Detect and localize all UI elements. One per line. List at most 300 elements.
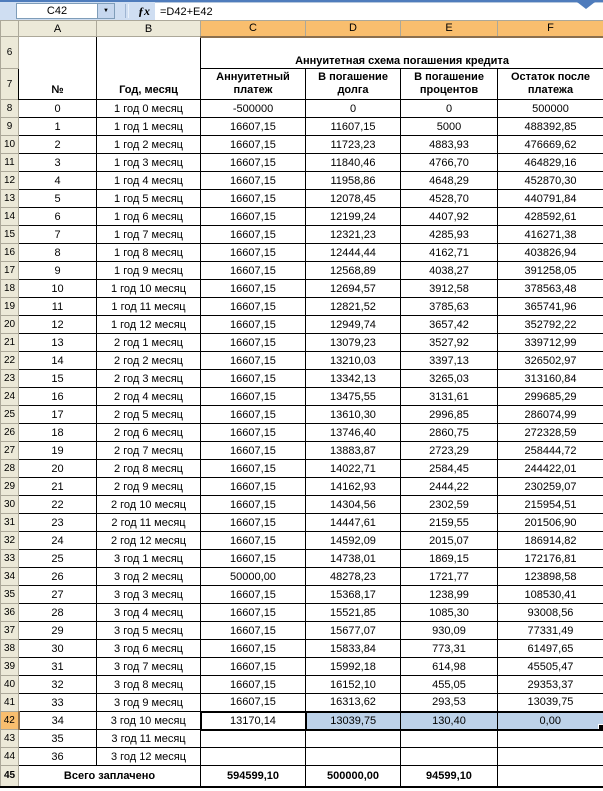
total-balance-cell[interactable] — [498, 766, 603, 787]
cell-period[interactable]: 2 год 10 месяц — [97, 496, 201, 514]
cell-annuity[interactable]: 16607,15 — [201, 280, 306, 298]
cell-balance[interactable]: 45505,47 — [498, 658, 603, 676]
cell-num[interactable]: 5 — [19, 190, 97, 208]
cell-balance[interactable]: 93008,56 — [498, 604, 603, 622]
cell-annuity[interactable]: 16607,15 — [201, 658, 306, 676]
cell-balance[interactable]: 365741,96 — [498, 298, 603, 316]
cell-num[interactable]: 29 — [19, 622, 97, 640]
cell-period[interactable]: 1 год 12 месяц — [97, 316, 201, 334]
row-header[interactable]: 44 — [1, 748, 19, 766]
cell-principal[interactable]: 13475,55 — [306, 388, 401, 406]
row-header[interactable]: 26 — [1, 424, 19, 442]
cell-balance[interactable]: 13039,75 — [498, 694, 603, 712]
cell-interest[interactable]: 4038,27 — [401, 262, 498, 280]
cell-balance[interactable]: 391258,05 — [498, 262, 603, 280]
cell-interest[interactable]: 2723,29 — [401, 442, 498, 460]
cell-balance[interactable]: 428592,61 — [498, 208, 603, 226]
cell-annuity[interactable]: 16607,15 — [201, 370, 306, 388]
cell-balance[interactable]: 352792,22 — [498, 316, 603, 334]
row-header[interactable]: 8 — [1, 100, 19, 118]
cell-annuity[interactable]: 16607,15 — [201, 352, 306, 370]
cell-principal[interactable]: 14447,61 — [306, 514, 401, 532]
cell-num[interactable]: 16 — [19, 388, 97, 406]
cell-num[interactable]: 31 — [19, 658, 97, 676]
cell-annuity[interactable]: 16607,15 — [201, 622, 306, 640]
cell-principal[interactable]: 12199,24 — [306, 208, 401, 226]
cell-balance[interactable]: 378563,48 — [498, 280, 603, 298]
cell-balance[interactable]: 452870,30 — [498, 172, 603, 190]
cell-principal[interactable]: 0 — [306, 100, 401, 118]
total-annuity-cell[interactable]: 594599,10 — [201, 766, 306, 787]
row-header[interactable]: 25 — [1, 406, 19, 424]
cell-period[interactable]: 3 год 1 месяц — [97, 550, 201, 568]
row-header[interactable]: 7 — [1, 69, 19, 100]
row-header[interactable]: 39 — [1, 658, 19, 676]
cell-interest[interactable]: 2302,59 — [401, 496, 498, 514]
cell-interest[interactable]: 1238,99 — [401, 586, 498, 604]
cell-num[interactable]: 13 — [19, 334, 97, 352]
cell-balance[interactable]: 476669,62 — [498, 136, 603, 154]
cell-period[interactable]: 1 год 3 месяц — [97, 154, 201, 172]
cell-annuity[interactable]: 16607,15 — [201, 190, 306, 208]
cell-balance[interactable]: 0,00 — [498, 712, 603, 730]
cell-interest[interactable]: 3527,92 — [401, 334, 498, 352]
cell-balance[interactable]: 201506,90 — [498, 514, 603, 532]
cell-interest[interactable]: 1721,77 — [401, 568, 498, 586]
cell-balance[interactable]: 416271,38 — [498, 226, 603, 244]
sheet-row — [1, 604, 603, 622]
cell-interest[interactable]: 3912,58 — [401, 280, 498, 298]
cell-interest[interactable]: 4766,70 — [401, 154, 498, 172]
total-interest-cell[interactable]: 94599,10 — [401, 766, 498, 787]
cell-annuity[interactable]: 16607,15 — [201, 226, 306, 244]
column-header-a[interactable]: A — [19, 21, 97, 37]
row-header[interactable]: 16 — [1, 244, 19, 262]
cell-period[interactable]: 1 год 5 месяц — [97, 190, 201, 208]
cell-interest[interactable]: 130,40 — [401, 712, 498, 730]
sheet-row — [1, 694, 603, 712]
header-cell-period[interactable]: Год, месяц — [97, 37, 201, 100]
cell-balance[interactable]: 500000 — [498, 100, 603, 118]
cell-interest[interactable] — [401, 730, 498, 748]
cell-num[interactable]: 36 — [19, 748, 97, 766]
cell-period[interactable]: 3 год 3 месяц — [97, 586, 201, 604]
cell-period[interactable]: 2 год 2 месяц — [97, 352, 201, 370]
cell-num[interactable]: 10 — [19, 280, 97, 298]
cell-principal[interactable]: 12821,52 — [306, 298, 401, 316]
cell-period[interactable]: 1 год 4 месяц — [97, 172, 201, 190]
cell-num[interactable]: 34 — [19, 712, 97, 730]
cell-balance[interactable]: 339712,99 — [498, 334, 603, 352]
cell-num[interactable]: 18 — [19, 424, 97, 442]
row-header[interactable]: 42 — [1, 712, 19, 730]
row-header[interactable]: 19 — [1, 298, 19, 316]
cell-period[interactable]: 1 год 7 месяц — [97, 226, 201, 244]
cell-period[interactable]: 2 год 7 месяц — [97, 442, 201, 460]
cell-annuity[interactable]: 16607,15 — [201, 316, 306, 334]
formula-input[interactable]: =D42+E42 — [155, 2, 603, 20]
cell-num[interactable]: 6 — [19, 208, 97, 226]
cell-num[interactable]: 19 — [19, 442, 97, 460]
row-header[interactable]: 11 — [1, 154, 19, 172]
cell-interest[interactable]: 4648,29 — [401, 172, 498, 190]
cell-num[interactable]: 12 — [19, 316, 97, 334]
cell-principal[interactable]: 11723,23 — [306, 136, 401, 154]
row-header[interactable]: 24 — [1, 388, 19, 406]
cell-period[interactable]: 1 год 9 месяц — [97, 262, 201, 280]
sheet-row — [1, 460, 603, 478]
cell-annuity[interactable]: 16607,15 — [201, 118, 306, 136]
cell-num[interactable]: 22 — [19, 496, 97, 514]
table-title[interactable]: Аннуитетная схема погашения кредита — [201, 37, 603, 69]
row-header[interactable]: 13 — [1, 190, 19, 208]
row-header[interactable]: 21 — [1, 334, 19, 352]
cell-principal[interactable] — [306, 730, 401, 748]
fill-handle[interactable] — [598, 724, 603, 730]
cell-interest[interactable]: 4883,93 — [401, 136, 498, 154]
cell-annuity[interactable]: 50000,00 — [201, 568, 306, 586]
cell-period[interactable]: 2 год 4 месяц — [97, 388, 201, 406]
cell-principal[interactable]: 13079,23 — [306, 334, 401, 352]
cell-principal[interactable]: 15368,17 — [306, 586, 401, 604]
cell-principal[interactable]: 12078,45 — [306, 190, 401, 208]
cell-interest[interactable]: 3785,63 — [401, 298, 498, 316]
cell-num[interactable]: 26 — [19, 568, 97, 586]
row-header[interactable]: 20 — [1, 316, 19, 334]
cell-annuity[interactable]: 16607,15 — [201, 262, 306, 280]
cell-annuity[interactable]: 16607,15 — [201, 550, 306, 568]
table-title-row — [1, 37, 603, 69]
cell-principal[interactable]: 12949,74 — [306, 316, 401, 334]
cell-num[interactable]: 4 — [19, 172, 97, 190]
cell-interest[interactable]: 4162,71 — [401, 244, 498, 262]
cell-annuity[interactable] — [201, 748, 306, 766]
cell-interest[interactable]: 293,53 — [401, 694, 498, 712]
cell-principal[interactable]: 13746,40 — [306, 424, 401, 442]
sheet-row — [1, 226, 603, 244]
cell-interest[interactable]: 3131,61 — [401, 388, 498, 406]
header-cell-balance[interactable]: Остаток после платежа — [498, 69, 603, 100]
header-cell-principal[interactable]: В погашение долга — [306, 69, 401, 100]
header-cell-annuity[interactable]: Аннуитетный платеж — [201, 69, 306, 100]
cell-period[interactable]: 1 год 8 месяц — [97, 244, 201, 262]
cell-balance[interactable]: 186914,82 — [498, 532, 603, 550]
cell-num[interactable]: 32 — [19, 676, 97, 694]
cell-annuity[interactable]: 16607,15 — [201, 514, 306, 532]
cell-interest[interactable]: 1869,15 — [401, 550, 498, 568]
row-header[interactable]: 12 — [1, 172, 19, 190]
cell-annuity[interactable]: 16607,15 — [201, 640, 306, 658]
sheet-row — [1, 442, 603, 460]
cell-principal[interactable]: 13039,75 — [306, 712, 401, 730]
cell-annuity[interactable]: -500000 — [201, 100, 306, 118]
cell-interest[interactable]: 2159,55 — [401, 514, 498, 532]
header-cell-interest[interactable]: В погашение процентов — [401, 69, 498, 100]
cell-period[interactable]: 1 год 10 месяц — [97, 280, 201, 298]
cell-num[interactable]: 27 — [19, 586, 97, 604]
cell-balance[interactable]: 326502,97 — [498, 352, 603, 370]
cell-period[interactable]: 3 год 5 месяц — [97, 622, 201, 640]
cell-annuity[interactable]: 16607,15 — [201, 298, 306, 316]
cell-principal[interactable]: 15677,07 — [306, 622, 401, 640]
cell-num[interactable]: 23 — [19, 514, 97, 532]
cell-balance[interactable]: 403826,94 — [498, 244, 603, 262]
row-header[interactable]: 27 — [1, 442, 19, 460]
cell-annuity[interactable]: 16607,15 — [201, 334, 306, 352]
cell-num[interactable]: 17 — [19, 406, 97, 424]
cell-annuity[interactable]: 16607,15 — [201, 208, 306, 226]
cell-num[interactable]: 28 — [19, 604, 97, 622]
row-header[interactable]: 15 — [1, 226, 19, 244]
column-header-d[interactable]: D — [306, 21, 401, 37]
total-label-cell[interactable]: Всего заплачено — [19, 766, 201, 787]
cell-interest[interactable]: 4528,70 — [401, 190, 498, 208]
cell-period[interactable]: 1 год 2 месяц — [97, 136, 201, 154]
cell-period[interactable]: 3 год 7 месяц — [97, 658, 201, 676]
cell-principal[interactable]: 14162,93 — [306, 478, 401, 496]
cell-annuity[interactable]: 16607,15 — [201, 136, 306, 154]
cell-interest[interactable]: 5000 — [401, 118, 498, 136]
cell-annuity[interactable]: 16607,15 — [201, 676, 306, 694]
cell-num[interactable]: 30 — [19, 640, 97, 658]
cell-principal[interactable]: 12444,44 — [306, 244, 401, 262]
select-all-corner[interactable] — [1, 21, 19, 37]
cell-annuity[interactable]: 13170,14 — [201, 712, 306, 730]
cell-period[interactable]: 2 год 6 месяц — [97, 424, 201, 442]
cell-period[interactable]: 1 год 1 месяц — [97, 118, 201, 136]
cell-num[interactable]: 7 — [19, 226, 97, 244]
cell-interest[interactable]: 4285,93 — [401, 226, 498, 244]
cell-period[interactable]: 2 год 12 месяц — [97, 532, 201, 550]
sheet-row — [1, 262, 603, 280]
cell-balance[interactable]: 286074,99 — [498, 406, 603, 424]
cell-annuity[interactable]: 16607,15 — [201, 694, 306, 712]
cell-period[interactable]: 2 год 3 месяц — [97, 370, 201, 388]
cell-interest[interactable]: 0 — [401, 100, 498, 118]
cell-balance[interactable]: 61497,65 — [498, 640, 603, 658]
cell-period[interactable]: 3 год 10 месяц — [97, 712, 201, 730]
row-header[interactable]: 29 — [1, 478, 19, 496]
sheet-row — [1, 370, 603, 388]
row-header[interactable]: 41 — [1, 694, 19, 712]
sheet-row — [1, 748, 603, 766]
cell-principal[interactable]: 13610,30 — [306, 406, 401, 424]
row-header[interactable]: 40 — [1, 676, 19, 694]
cell-annuity[interactable]: 16607,15 — [201, 496, 306, 514]
cell-interest[interactable]: 4407,92 — [401, 208, 498, 226]
cell-num[interactable]: 3 — [19, 154, 97, 172]
cell-annuity[interactable]: 16607,15 — [201, 154, 306, 172]
cell-balance[interactable]: 123898,58 — [498, 568, 603, 586]
cell-annuity[interactable]: 16607,15 — [201, 442, 306, 460]
cell-principal[interactable]: 12321,23 — [306, 226, 401, 244]
row-header[interactable]: 28 — [1, 460, 19, 478]
column-header-e[interactable]: E — [401, 21, 498, 37]
cell-num[interactable]: 24 — [19, 532, 97, 550]
cell-num[interactable]: 35 — [19, 730, 97, 748]
cell-balance[interactable]: 313160,84 — [498, 370, 603, 388]
cell-principal[interactable]: 16152,10 — [306, 676, 401, 694]
row-header[interactable]: 18 — [1, 280, 19, 298]
cell-interest[interactable]: 2444,22 — [401, 478, 498, 496]
cell-interest[interactable]: 1085,30 — [401, 604, 498, 622]
column-header-f[interactable]: F — [498, 21, 603, 37]
row-header[interactable]: 17 — [1, 262, 19, 280]
cell-interest[interactable]: 2584,45 — [401, 460, 498, 478]
cell-period[interactable]: 3 год 8 месяц — [97, 676, 201, 694]
cell-annuity[interactable]: 16607,15 — [201, 406, 306, 424]
cell-principal[interactable]: 14738,01 — [306, 550, 401, 568]
cell-period[interactable]: 3 год 6 месяц — [97, 640, 201, 658]
cell-balance[interactable]: 244422,01 — [498, 460, 603, 478]
cell-principal[interactable]: 13883,87 — [306, 442, 401, 460]
cell-principal[interactable]: 48278,23 — [306, 568, 401, 586]
cell-balance[interactable]: 108530,41 — [498, 586, 603, 604]
cell-principal[interactable]: 13210,03 — [306, 352, 401, 370]
cell-period[interactable]: 3 год 2 месяц — [97, 568, 201, 586]
cell-annuity[interactable]: 16607,15 — [201, 460, 306, 478]
cell-interest[interactable]: 2996,85 — [401, 406, 498, 424]
cell-num[interactable]: 0 — [19, 100, 97, 118]
cell-principal[interactable]: 15992,18 — [306, 658, 401, 676]
cell-interest[interactable]: 614,98 — [401, 658, 498, 676]
sheet-row — [1, 424, 603, 442]
cell-annuity[interactable]: 16607,15 — [201, 532, 306, 550]
cell-period[interactable]: 3 год 4 месяц — [97, 604, 201, 622]
cell-period[interactable]: 2 год 9 месяц — [97, 478, 201, 496]
cell-period[interactable]: 2 год 1 месяц — [97, 334, 201, 352]
row-header[interactable]: 31 — [1, 514, 19, 532]
cell-period[interactable]: 2 год 8 месяц — [97, 460, 201, 478]
spreadsheet-grid — [0, 20, 603, 788]
header-cell-num[interactable]: № — [19, 37, 97, 100]
row-header[interactable]: 34 — [1, 568, 19, 586]
cell-principal[interactable]: 16313,62 — [306, 694, 401, 712]
cell-balance[interactable]: 440791,84 — [498, 190, 603, 208]
cell-annuity[interactable] — [201, 730, 306, 748]
row-header[interactable]: 37 — [1, 622, 19, 640]
row-header[interactable]: 9 — [1, 118, 19, 136]
cell-principal[interactable]: 15833,84 — [306, 640, 401, 658]
cell-balance[interactable]: 230259,07 — [498, 478, 603, 496]
cell-num[interactable]: 15 — [19, 370, 97, 388]
cell-period[interactable]: 3 год 12 месяц — [97, 748, 201, 766]
row-header[interactable]: 14 — [1, 208, 19, 226]
name-box-dropdown-icon[interactable]: ▼ — [98, 3, 115, 19]
row-header[interactable]: 30 — [1, 496, 19, 514]
sheet-row — [1, 244, 603, 262]
cell-interest[interactable] — [401, 748, 498, 766]
cell-balance[interactable]: 29353,37 — [498, 676, 603, 694]
row-header[interactable]: 45 — [1, 766, 19, 787]
cell-interest[interactable]: 455,05 — [401, 676, 498, 694]
name-box[interactable]: C42 — [16, 3, 98, 19]
row-header[interactable]: 10 — [1, 136, 19, 154]
cell-principal[interactable]: 11840,46 — [306, 154, 401, 172]
row-header[interactable]: 36 — [1, 604, 19, 622]
cell-num[interactable]: 9 — [19, 262, 97, 280]
row-header[interactable]: 33 — [1, 550, 19, 568]
cell-balance[interactable]: 272328,59 — [498, 424, 603, 442]
total-principal-cell[interactable]: 500000,00 — [306, 766, 401, 787]
cell-principal[interactable]: 14022,71 — [306, 460, 401, 478]
cell-principal[interactable]: 12694,57 — [306, 280, 401, 298]
cell-num[interactable]: 8 — [19, 244, 97, 262]
cell-period[interactable]: 2 год 11 месяц — [97, 514, 201, 532]
cell-num[interactable]: 14 — [19, 352, 97, 370]
cell-period[interactable]: 3 год 9 месяц — [97, 694, 201, 712]
cell-principal[interactable]: 14304,56 — [306, 496, 401, 514]
column-header-b[interactable]: B — [97, 21, 201, 37]
cell-balance[interactable]: 215954,51 — [498, 496, 603, 514]
cell-interest[interactable]: 930,09 — [401, 622, 498, 640]
cell-balance[interactable]: 488392,85 — [498, 118, 603, 136]
cell-balance[interactable] — [498, 748, 603, 766]
row-header[interactable]: 22 — [1, 352, 19, 370]
cell-annuity[interactable]: 16607,15 — [201, 388, 306, 406]
row-header[interactable]: 43 — [1, 730, 19, 748]
cell-annuity[interactable]: 16607,15 — [201, 586, 306, 604]
cell-balance[interactable]: 77331,49 — [498, 622, 603, 640]
cell-interest[interactable]: 3265,03 — [401, 370, 498, 388]
cell-num[interactable]: 25 — [19, 550, 97, 568]
cell-interest[interactable]: 773,31 — [401, 640, 498, 658]
cell-num[interactable]: 11 — [19, 298, 97, 316]
sheet-row — [1, 172, 603, 190]
cell-principal[interactable]: 15521,85 — [306, 604, 401, 622]
cell-principal[interactable]: 11607,15 — [306, 118, 401, 136]
cell-balance[interactable]: 464829,16 — [498, 154, 603, 172]
cell-num[interactable]: 33 — [19, 694, 97, 712]
cell-num[interactable]: 21 — [19, 478, 97, 496]
row-header[interactable]: 32 — [1, 532, 19, 550]
cell-interest[interactable]: 3657,42 — [401, 316, 498, 334]
cell-balance[interactable]: 299685,29 — [498, 388, 603, 406]
cell-period[interactable]: 3 год 11 месяц — [97, 730, 201, 748]
cell-annuity[interactable]: 16607,15 — [201, 604, 306, 622]
cell-num[interactable]: 20 — [19, 460, 97, 478]
sheet-row — [1, 622, 603, 640]
cell-principal[interactable]: 14592,09 — [306, 532, 401, 550]
cell-annuity[interactable]: 16607,15 — [201, 172, 306, 190]
cell-balance[interactable] — [498, 730, 603, 748]
cell-period[interactable]: 1 год 0 месяц — [97, 100, 201, 118]
row-header[interactable]: 23 — [1, 370, 19, 388]
cell-principal[interactable] — [306, 748, 401, 766]
cell-balance[interactable]: 258444,72 — [498, 442, 603, 460]
row-header[interactable]: 35 — [1, 586, 19, 604]
cell-annuity[interactable]: 16607,15 — [201, 244, 306, 262]
cell-interest[interactable]: 3397,13 — [401, 352, 498, 370]
cell-interest[interactable]: 2860,75 — [401, 424, 498, 442]
cell-balance[interactable]: 172176,81 — [498, 550, 603, 568]
cell-period[interactable]: 2 год 5 месяц — [97, 406, 201, 424]
cell-num[interactable]: 2 — [19, 136, 97, 154]
cell-num[interactable]: 1 — [19, 118, 97, 136]
cell-interest[interactable]: 2015,07 — [401, 532, 498, 550]
cell-period[interactable]: 1 год 11 месяц — [97, 298, 201, 316]
column-header-c[interactable]: C — [201, 21, 306, 37]
insert-function-icon[interactable]: ƒx — [138, 3, 150, 18]
cell-period[interactable]: 1 год 6 месяц — [97, 208, 201, 226]
row-header[interactable]: 6 — [1, 37, 19, 69]
cell-principal[interactable]: 12568,89 — [306, 262, 401, 280]
cell-principal[interactable]: 11958,86 — [306, 172, 401, 190]
cell-annuity[interactable]: 16607,15 — [201, 478, 306, 496]
cell-principal[interactable]: 13342,13 — [306, 370, 401, 388]
row-header[interactable]: 38 — [1, 640, 19, 658]
cell-annuity[interactable]: 16607,15 — [201, 424, 306, 442]
